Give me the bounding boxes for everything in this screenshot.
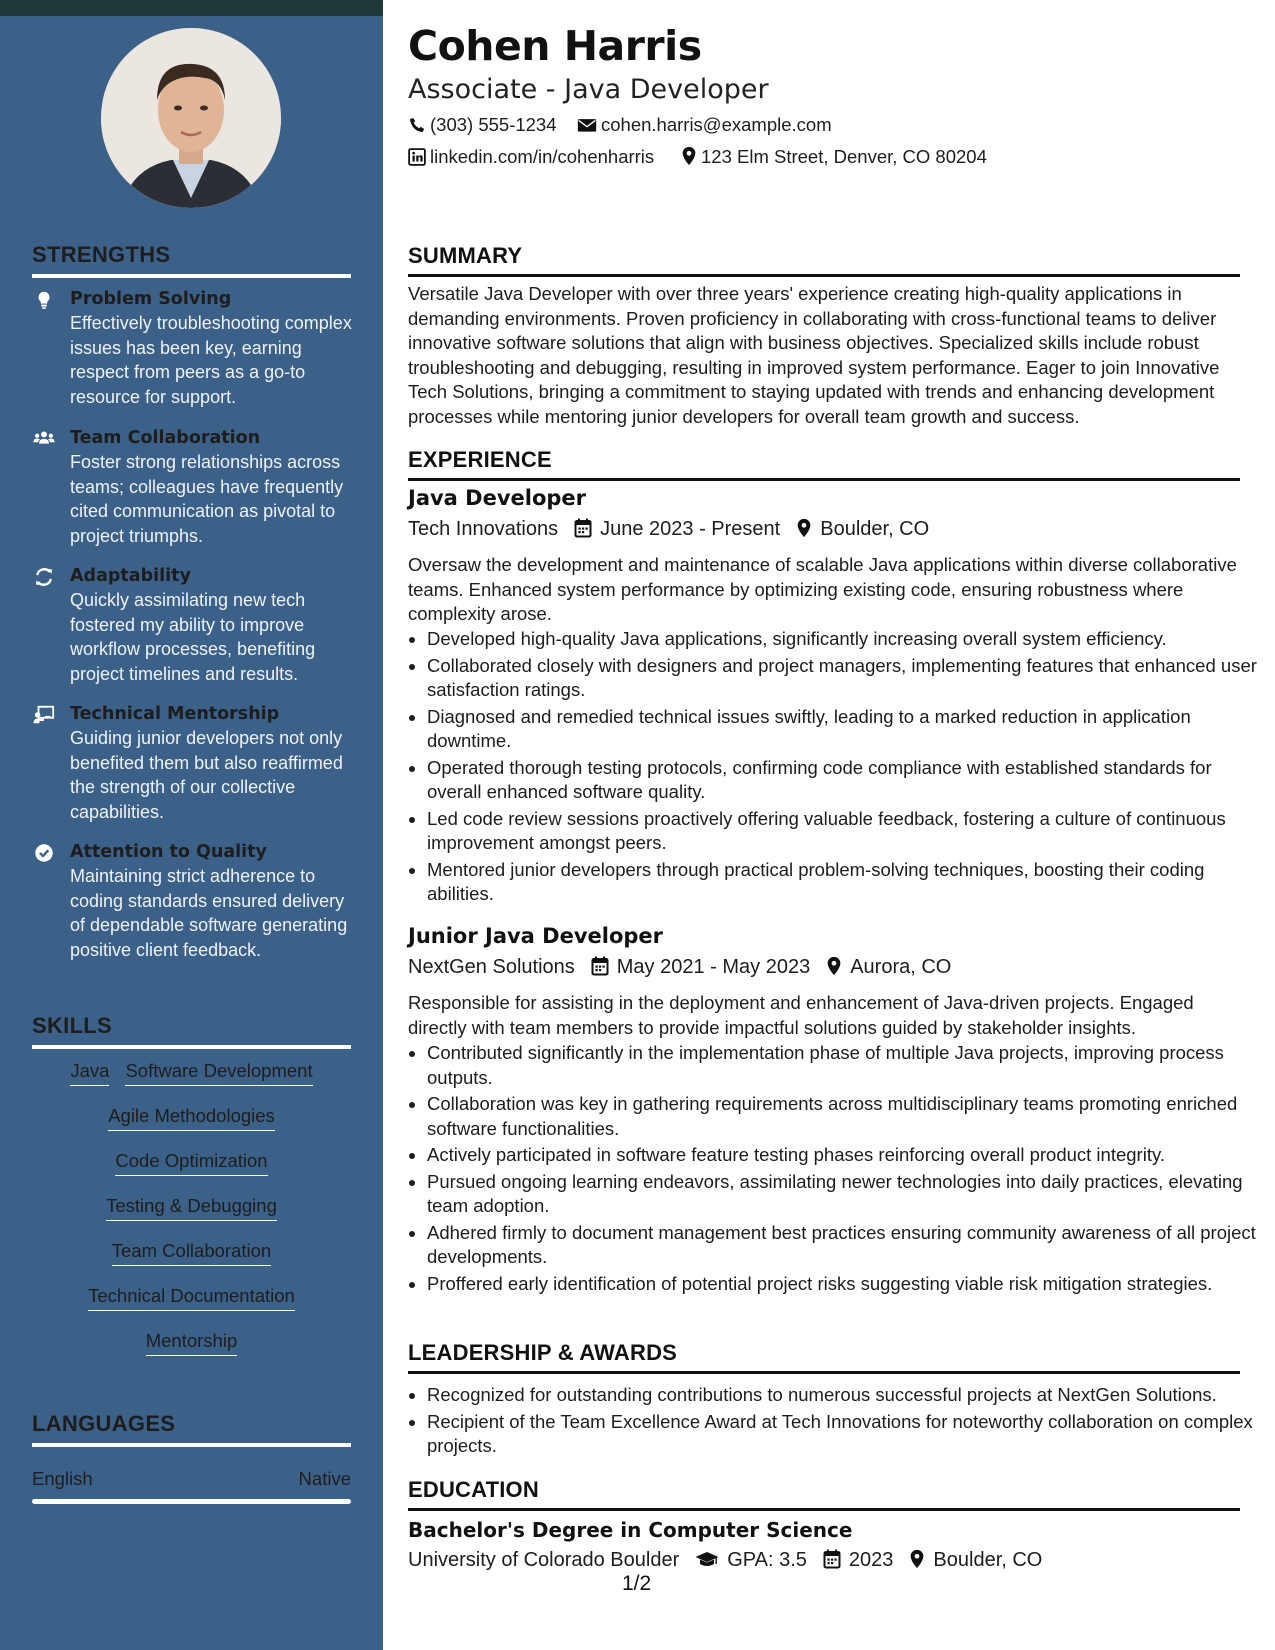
language-proficiency-bar — [32, 1499, 351, 1504]
strength-description: Foster strong relationships across teams; colleagues have frequently cited communication as pivotal to project triumphs. — [70, 452, 344, 546]
language-item — [32, 1468, 351, 1490]
list-item: • Led code review sessions proactively offering valuable feedback, fostering a culture of continuous improvement amongst peers. — [427, 807, 1259, 856]
skill-tag: Software Development — [125, 1060, 312, 1086]
education-gpa: GPA: 3.5 — [727, 1549, 807, 1571]
graduation-cap-icon — [695, 1551, 719, 1569]
job-meta — [408, 518, 929, 541]
strength-description: Quickly assimilating new tech fostered my ability to improve workflow processes, benefiting project timelines and results. — [70, 590, 316, 684]
strength-item — [32, 426, 352, 548]
strength-item — [32, 564, 352, 686]
language-level: Native — [298, 1468, 351, 1489]
summary-text: Versatile Java Developer with over three years' experience creating high-quality applications in demanding environments. Proven proficiency in collaborating with cross-functional teams to deliver innovative software solutions that align with business objectives. Specialized skills include robust troubleshooting and debugging, resulting in improved system performance. Eager to join Innovative Tech Solutions, bringing a commitment to staying updated with trends and enhancing development processes while mentoring junior developers for overall team growth and success. — [408, 283, 1220, 427]
envelope-icon — [577, 116, 597, 134]
calendar-icon — [823, 1549, 841, 1569]
list-item: • Mentored junior developers through practical problem-solving techniques, boosting their coding abilities. — [427, 858, 1259, 907]
map-marker-icon — [826, 956, 842, 976]
job-title: Java Developer — [408, 486, 587, 510]
languages-heading: LANGUAGES — [32, 1411, 351, 1447]
job-dates: June 2023 - Present — [600, 518, 781, 540]
job-company: Tech Innovations — [408, 518, 559, 540]
skills-heading: SKILLS — [32, 1013, 351, 1049]
page-number: 1/2 — [622, 1572, 652, 1595]
list-item: • Proffered early identification of potential project risks suggesting viable risk mitigation strategies. — [427, 1272, 1259, 1297]
email-text: cohen.harris@example.com — [601, 114, 832, 135]
list-item: • Recognized for outstanding contributions to numerous successful projects at NextGen Solutions. — [427, 1383, 1259, 1408]
education-location: Boulder, CO — [933, 1549, 1043, 1571]
skill-tag: Technical Documentation — [88, 1285, 295, 1311]
contact-linkedin[interactable] — [408, 146, 654, 168]
sync-icon — [32, 566, 56, 588]
map-marker-icon — [796, 518, 812, 538]
check-circle-icon — [32, 842, 56, 864]
job-meta — [408, 956, 951, 979]
map-marker-icon — [909, 1549, 925, 1569]
linkedin-text: linkedin.com/in/cohenharris — [430, 146, 655, 167]
skill-tag: Team Collaboration — [112, 1240, 271, 1266]
calendar-icon — [591, 956, 609, 976]
top-band — [0, 0, 383, 16]
leadership-bullets — [408, 1383, 1259, 1461]
job-dates: May 2021 - May 2023 — [616, 956, 811, 978]
list-item: • Recipient of the Team Excellence Award at Tech Innovations for noteworthy collaboration on complex projects. — [427, 1410, 1259, 1459]
strength-item — [32, 702, 352, 824]
contact-address — [681, 146, 987, 168]
profile-photo — [101, 28, 281, 208]
strength-description: Maintaining strict adherence to coding standards ensured delivery of dependable software generating positive client feedback. — [70, 866, 348, 960]
list-item: • Adhered firmly to document management best practices ensuring community awareness of all project developments. — [427, 1221, 1259, 1270]
list-item: • Diagnosed and remedied technical issues swiftly, leading to a marked reduction in application downtime. — [427, 705, 1259, 754]
phone-text: (303) 555-1234 — [430, 114, 557, 135]
job-description: Responsible for assisting in the deployment and enhancement of Java-driven projects. Engaged directly with team members to provide impactful solutions guided by stakeholder insights. — [408, 992, 1194, 1038]
list-item: • Operated thorough testing protocols, confirming code compliance with established standards for overall enhanced software quality. — [427, 756, 1259, 805]
education-degree: Bachelor's Degree in Computer Science — [408, 1518, 853, 1542]
lightbulb-icon — [32, 289, 56, 311]
chalkboard-teacher-icon — [32, 704, 56, 726]
strength-item — [32, 287, 352, 409]
person-name: Cohen Harris — [408, 22, 702, 70]
strength-title: Team Collaboration — [70, 428, 261, 448]
leadership-heading: LEADERSHIP & AWARDS — [408, 1340, 1240, 1374]
skill-tag: Agile Methodologies — [108, 1105, 275, 1131]
contact-phone[interactable] — [408, 114, 557, 136]
job-description: Oversaw the development and maintenance of scalable Java applications within diverse collaborative teams. Enhanced system performance by optimizing existing code, ensuring robustness where complexity arose. — [408, 554, 1237, 624]
strength-title: Attention to Quality — [70, 842, 267, 862]
strength-title: Problem Solving — [70, 289, 232, 309]
skill-tag: Code Optimization — [115, 1150, 267, 1176]
summary-heading: SUMMARY — [408, 243, 1240, 277]
education-meta — [408, 1549, 1042, 1572]
linkedin-icon — [408, 148, 426, 166]
skill-tag: Mentorship — [146, 1330, 238, 1356]
skill-tag: Testing & Debugging — [106, 1195, 277, 1221]
education-school: University of Colorado Boulder — [408, 1549, 680, 1571]
strength-description: Guiding junior developers not only benefited them but also reaffirmed the strength of our collective capabilities. — [70, 728, 343, 822]
address-text: 123 Elm Street, Denver, CO 80204 — [701, 146, 987, 167]
map-marker-icon — [681, 146, 697, 166]
phone-icon — [408, 116, 426, 134]
education-year: 2023 — [848, 1549, 894, 1571]
job-location: Aurora, CO — [850, 956, 952, 978]
list-item: • Actively participated in software feature testing phases reinforcing overall product integrity. — [427, 1143, 1259, 1168]
job-bullets — [408, 1041, 1259, 1298]
experience-heading: EXPERIENCE — [408, 447, 1240, 481]
contact-email[interactable] — [577, 114, 832, 136]
users-icon — [32, 428, 56, 450]
calendar-icon — [574, 518, 592, 538]
education-heading: EDUCATION — [408, 1477, 1240, 1511]
job-title: Junior Java Developer — [408, 924, 664, 948]
strength-title: Adaptability — [70, 566, 191, 586]
skill-tag: Java — [70, 1060, 109, 1086]
strengths-heading: STRENGTHS — [32, 242, 351, 278]
language-name: English — [32, 1468, 93, 1489]
list-item: • Collaborated closely with designers and project managers, implementing features that enhanced user satisfaction ratings. — [427, 654, 1259, 703]
skills-list — [32, 1060, 351, 1375]
strength-item — [32, 840, 352, 962]
job-location: Boulder, CO — [820, 518, 930, 540]
list-item: • Developed high-quality Java applications, significantly increasing overall system efficiency. — [427, 627, 1259, 652]
job-bullets — [408, 627, 1259, 909]
strength-description: Effectively troubleshooting complex issues has been key, earning respect from peers as a go-to resource for support. — [70, 313, 352, 407]
strength-title: Technical Mentorship — [70, 704, 280, 724]
person-title: Associate - Java Developer — [408, 74, 769, 105]
list-item: • Contributed significantly in the implementation phase of multiple Java projects, improving process outputs. — [427, 1041, 1259, 1090]
list-item: • Pursued ongoing learning endeavors, assimilating newer technologies into daily practices, elevating team adoption. — [427, 1170, 1259, 1219]
job-company: NextGen Solutions — [408, 956, 575, 978]
list-item: • Collaboration was key in gathering requirements across multidisciplinary teams promoting enriched software functionalities. — [427, 1092, 1259, 1141]
